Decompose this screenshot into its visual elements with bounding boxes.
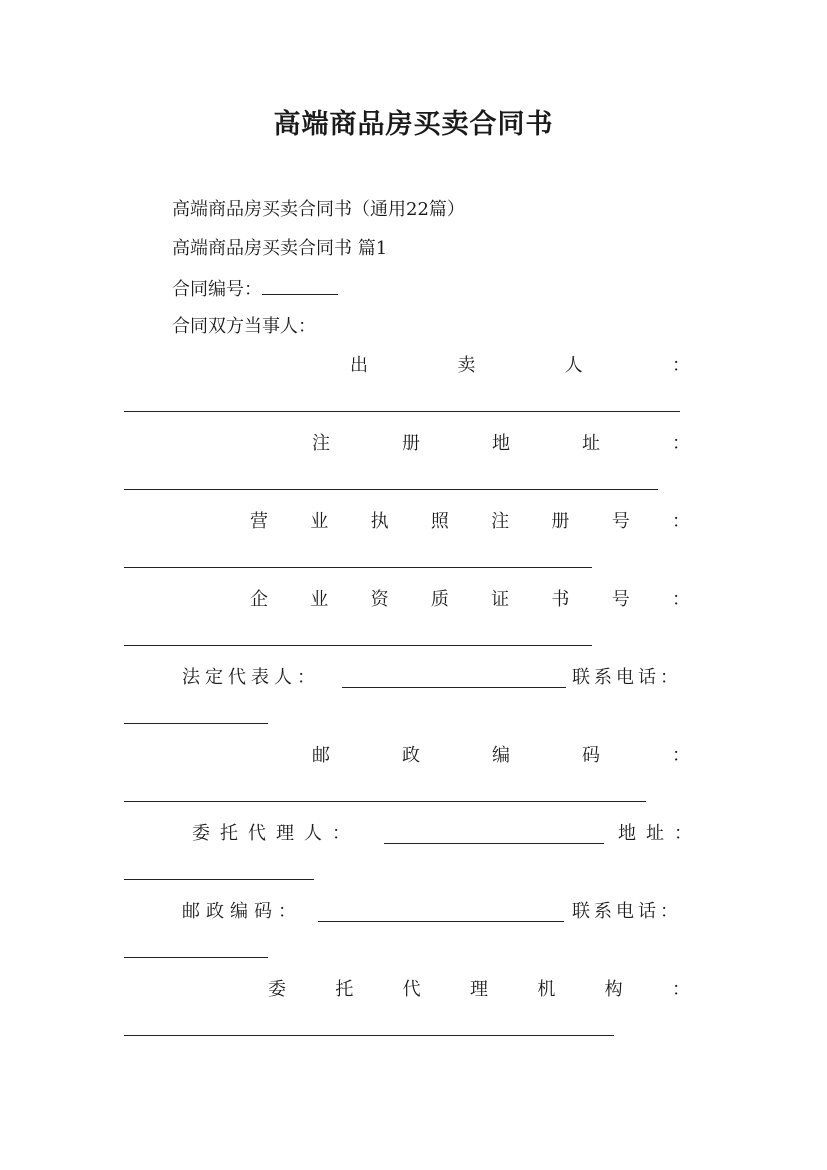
agent-phone-blank[interactable]	[124, 957, 268, 958]
registered-address-blank[interactable]	[124, 489, 658, 490]
contract-number-label: 合同编号：	[172, 279, 262, 300]
legal-rep-phone-blank[interactable]	[124, 723, 268, 724]
legal-rep-label: 法定代表人：	[182, 667, 320, 688]
business-license-blank[interactable]	[124, 567, 592, 568]
contract-number-blank[interactable]	[262, 276, 338, 295]
parties-label: 合同双方当事人：	[172, 316, 316, 337]
legal-rep-phone-label: 联系电话：	[572, 667, 682, 688]
qualification-cert-blank[interactable]	[124, 645, 592, 646]
contract-number-line	[172, 276, 338, 302]
agent-address-blank[interactable]	[124, 879, 314, 880]
agency-blank[interactable]	[124, 1035, 614, 1036]
seller-postcode-blank[interactable]	[124, 801, 646, 802]
agent-postcode-label: 邮政编码：	[182, 901, 302, 922]
legal-rep-blank[interactable]	[342, 687, 566, 688]
business-license-label: 营 业 执 照 注 册 号 ：	[250, 511, 690, 532]
agent-blank[interactable]	[384, 843, 604, 844]
seller-label: 出 卖 人 ：	[350, 355, 690, 376]
registered-address-label: 注 册 地 址 ：	[312, 433, 690, 454]
agent-address-label: 地址：	[618, 823, 702, 844]
seller-postcode-label: 邮 政 编 码 ：	[312, 745, 690, 766]
chapter-heading: 高端商品房买卖合同书 篇1	[172, 238, 388, 259]
agent-label: 委托代理人：	[192, 823, 360, 844]
seller-blank[interactable]	[124, 411, 680, 412]
agency-label: 委 托 代 理 机 构 ：	[268, 979, 690, 1000]
agent-phone-label: 联系电话：	[572, 901, 682, 922]
subtitle: 高端商品房买卖合同书（通用22篇）	[172, 199, 465, 220]
qualification-cert-label: 企 业 资 质 证 书 号 ：	[250, 589, 690, 610]
document-title: 高端商品房买卖合同书	[273, 109, 554, 140]
agent-postcode-blank[interactable]	[318, 921, 564, 922]
